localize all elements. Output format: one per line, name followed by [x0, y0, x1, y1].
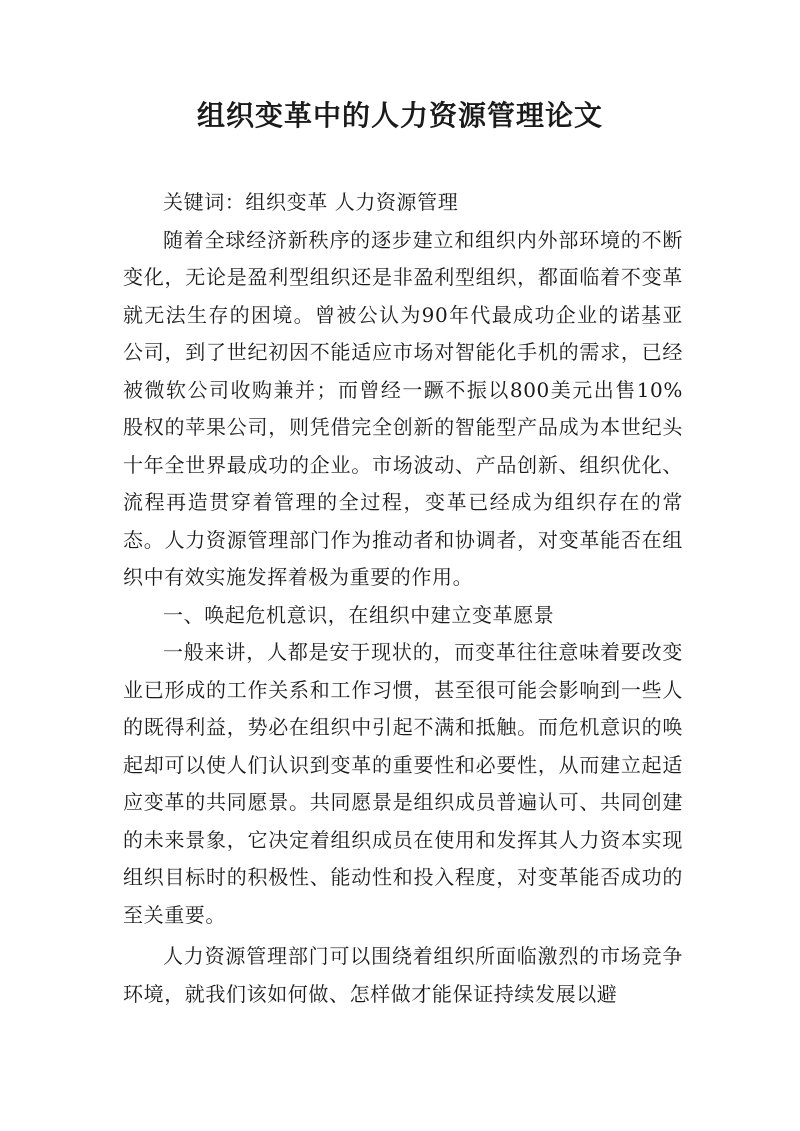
document-body — [123, 184, 683, 1013]
intro-paragraph: 随着全球经济新秩序的逐步建立和组织内外部环境的不断变化，无论是盈利型组织还是非盈利型组织，都面临着不变革就无法生存的困境。曾被公认为90年代最成功企业的诺基亚公司，到了世纪初因不能适应市场对智能化手机的需求，已经被微软公司收购兼并；而曾经一蹶不振以800美元出售10%股权的苹果公司，则凭借完全创新的智能型产品成为本世纪头十年全世界最成功的企业。市场波动、产品创新、组织优化、流程再造贯穿着管理的全过程，变革已经成为组织存在的常态。人力资源管理部门作为推动者和协调者，对变革能否在组织中有效实施发挥着极为重要的作用。 — [123, 227, 683, 589]
keywords-line: 关键词：组织变革 人力资源管理 — [163, 190, 459, 214]
document-title: 组织变革中的人力资源管理论文 — [196, 99, 603, 132]
section-paragraph: 一般来讲，人都是安于现状的，而变革往往意味着要改变业已形成的工作关系和工作习惯，甚至很可能会影响到一些人的既得利益，势必在组织中引起不满和抵触。而危机意识的唤起却可以使人们认识到变革的重要性和必要性，从而建立起适应变革的共同愿景。共同愿景是组织成员普遍认可、共同创建的未来景象，它决定着组织成员在使用和发挥其人力资本实现组织目标时的积极性、能动性和投入程度，对变革能否成功的至关重要。 — [123, 640, 683, 927]
section-paragraph: 人力资源管理部门可以围绕着组织所面临激烈的市场竞争环境，就我们该如何做、怎样做才能保证持续发展以避 — [123, 944, 683, 1006]
section-heading: 一、唤起危机意识，在组织中建立变革愿景 — [163, 602, 555, 627]
